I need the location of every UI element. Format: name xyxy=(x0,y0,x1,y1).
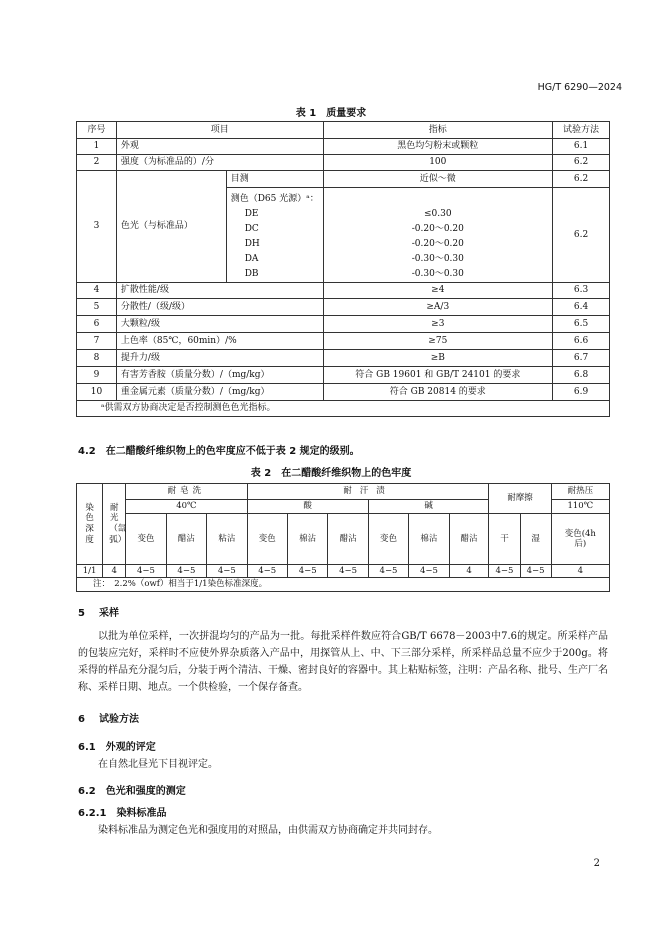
table-row xyxy=(77,350,610,367)
data-cell: 4−5 xyxy=(520,565,551,578)
table1-footnote: ᵃ供需双方协商决定是否控制测色色光指标。 xyxy=(77,401,610,417)
section-title: 外观的评定 xyxy=(105,742,156,753)
row-spec: ≥75 xyxy=(323,333,553,350)
table-row xyxy=(77,333,610,350)
row-no: 2 xyxy=(77,155,117,171)
table-row xyxy=(77,155,610,171)
instrument-spec-da: -0.30～0.30 xyxy=(411,254,464,264)
section-number: 6.1 xyxy=(78,742,96,753)
standard-code: HG/T 6290—2024 xyxy=(537,82,622,93)
section-number: 6 xyxy=(78,714,85,725)
sub-header-heat: 变色(4h 后) xyxy=(551,514,609,565)
instrument-item-de: DE xyxy=(244,209,259,219)
row-no: 8 xyxy=(77,350,117,367)
row-item: 外观 xyxy=(116,139,323,155)
row-item: 分散性/（级/级） xyxy=(116,299,323,316)
table-row xyxy=(77,171,610,188)
header-heat-temp: 110℃ xyxy=(551,500,609,514)
row-no: 3 xyxy=(77,171,117,283)
section-6-heading xyxy=(78,710,139,725)
row-no: 7 xyxy=(77,333,117,350)
section-number: 5 xyxy=(78,608,85,619)
instrument-spec-de: ≤0.30 xyxy=(424,209,452,219)
data-cell: 4−5 xyxy=(328,565,368,578)
sub-header: 湿 xyxy=(520,514,551,565)
color-fastness-table xyxy=(76,483,610,592)
table1-header-item: 项目 xyxy=(116,122,323,139)
row-method: 6.1 xyxy=(553,139,610,155)
section-5-paragraph: 以批为单位采样，一次拼混均匀的产品为一批。每批采样件数应符合GB/T 6678－2003中7.6的规定。所采样产品的包装应完好，采样时不应使外界杂质落入产品中，用探管从上、中、下三部分采样，所采样品总量不应少于200g。将采得的样品充分混匀后，分装于两个清洁、干燥、密封良好的容器中。其上粘贴标签，注明：产品名称、批号、生产厂名称、采样日期、地点。一个供检验，一个保存备查。 xyxy=(78,631,608,693)
row-spec: 100 xyxy=(323,155,553,171)
row-method: 6.9 xyxy=(553,384,610,401)
data-cell: 4−5 xyxy=(126,565,166,578)
sub-header: 变色 xyxy=(126,514,166,565)
row-item: 有害芳香胺（质量分数）/（mg/kg） xyxy=(116,367,323,384)
table1-caption: 表 1 质量要求 xyxy=(295,108,367,119)
sub-header: 醋沾 xyxy=(166,514,206,565)
row-spec: 符合 GB 19601 和 GB/T 24101 的要求 xyxy=(323,367,553,384)
instrument-label: 测色（D65 光源）ᵃ： xyxy=(230,194,319,204)
table-row xyxy=(77,316,610,333)
data-cell: 4−5 xyxy=(247,565,287,578)
row-no: 6 xyxy=(77,316,117,333)
data-cell: 4−5 xyxy=(207,565,247,578)
data-cell: 4 xyxy=(551,565,609,578)
sub-header: 棉沾 xyxy=(287,514,327,565)
header-light: 耐光（氙弧） xyxy=(103,484,126,565)
section-6-1-paragraph: 在自然北昼光下目视评定。 xyxy=(98,759,218,770)
header-alkali: 碱 xyxy=(368,500,489,514)
instrument-item-da: DA xyxy=(244,254,259,264)
row-method: 6.7 xyxy=(553,350,610,367)
section-title: 在二醋酸纤维织物上的色牢度应不低于表 2 规定的级别。 xyxy=(105,446,360,457)
table-row xyxy=(77,565,610,578)
data-cell: 4 xyxy=(103,565,126,578)
visual-method: 6.2 xyxy=(553,171,610,188)
table-row xyxy=(77,283,610,299)
sub-header: 干 xyxy=(489,514,520,565)
sub-header: 变色 xyxy=(247,514,287,565)
table-row xyxy=(77,299,610,316)
row-no: 10 xyxy=(77,384,117,401)
instrument-item-dc: DC xyxy=(244,224,259,234)
data-cell: 4 xyxy=(449,565,489,578)
row-spec: ≥A/3 xyxy=(323,299,553,316)
row-no: 9 xyxy=(77,367,117,384)
instrument-spec-dh: -0.20～0.20 xyxy=(411,239,464,249)
section-5-heading xyxy=(78,604,119,619)
row-item: 扩散性能/级 xyxy=(116,283,323,299)
sub-header: 棉沾 xyxy=(409,514,449,565)
data-cell: 1/1 xyxy=(77,565,103,578)
row-spec: ≥3 xyxy=(323,316,553,333)
header-rub: 耐摩擦 xyxy=(489,484,551,514)
row-item: 提升力/级 xyxy=(116,350,323,367)
row-spec: ≥4 xyxy=(323,283,553,299)
table2-note: 注： 2.2%（owf）相当于1/1染色标准深度。 xyxy=(77,578,610,592)
row-method: 6.4 xyxy=(553,299,610,316)
header-acid: 酸 xyxy=(247,500,368,514)
table1-header-method: 试验方法 xyxy=(553,122,610,139)
row-spec: 符合 GB 20814 的要求 xyxy=(323,384,553,401)
table-row xyxy=(77,384,610,401)
visual-spec: 近似～微 xyxy=(323,171,553,188)
header-wash: 耐皂洗 xyxy=(126,484,247,500)
data-cell: 4−5 xyxy=(409,565,449,578)
table1-header-no: 序号 xyxy=(77,122,117,139)
header-depth: 染色深度 xyxy=(77,484,103,565)
section-title: 试验方法 xyxy=(98,714,139,725)
row-item: 强度（为标准品的）/分 xyxy=(116,155,323,171)
section-title: 染料标准品 xyxy=(116,808,167,819)
section-number: 6.2.1 xyxy=(78,808,107,819)
row-no: 4 xyxy=(77,283,117,299)
section-6-2-1-paragraph: 染料标准品为测定色光和强度用的对照品，由供需双方协商确定并共同封存。 xyxy=(98,825,438,836)
section-6-2-1-heading xyxy=(78,804,166,819)
sub-header: 粘沾 xyxy=(207,514,247,565)
data-cell: 4−5 xyxy=(368,565,408,578)
row-item: 上色率（85℃，60min）/% xyxy=(116,333,323,350)
row-spec: 黑色均匀粉末或颗粒 xyxy=(323,139,553,155)
quality-requirements-table xyxy=(76,121,610,417)
section-number: 6.2 xyxy=(78,786,96,797)
row-no: 1 xyxy=(77,139,117,155)
row-method: 6.8 xyxy=(553,367,610,384)
table2-caption: 表 2 在二醋酸纤维织物上的色牢度 xyxy=(250,468,412,479)
row-method: 6.5 xyxy=(553,316,610,333)
row-method: 6.2 xyxy=(553,155,610,171)
sub-header: 醋沾 xyxy=(449,514,489,565)
data-cell: 4−5 xyxy=(489,565,520,578)
section-4-2-heading xyxy=(78,442,360,457)
instrument-item-dh: DH xyxy=(244,239,260,249)
visual-label: 目测 xyxy=(226,171,323,188)
table-row xyxy=(77,367,610,384)
header-sweat: 耐汗渍 xyxy=(247,484,489,500)
row-method: 6.6 xyxy=(553,333,610,350)
table-row xyxy=(77,139,610,155)
row-method: 6.3 xyxy=(553,283,610,299)
sub-header: 变色 xyxy=(368,514,408,565)
row-item: 大颗粒/级 xyxy=(116,316,323,333)
section-title: 采样 xyxy=(98,608,119,619)
section-6-1-heading xyxy=(78,738,156,753)
data-cell: 4−5 xyxy=(287,565,327,578)
data-cell: 4−5 xyxy=(166,565,206,578)
sub-header: 醋沾 xyxy=(328,514,368,565)
instrument-method: 6.2 xyxy=(553,188,610,283)
section-6-2-heading xyxy=(78,782,186,797)
row-no: 5 xyxy=(77,299,117,316)
page-number: 2 xyxy=(593,858,600,869)
section-number: 4.2 xyxy=(78,446,96,457)
header-wash-temp: 40℃ xyxy=(126,500,247,514)
row-item: 重金属元素（质量分数）/（mg/kg） xyxy=(116,384,323,401)
header-heat: 耐热压 xyxy=(551,484,609,500)
table1-header-spec: 指标 xyxy=(323,122,553,139)
instrument-spec-db: -0.30～0.30 xyxy=(411,269,464,279)
instrument-item-db: DB xyxy=(244,269,259,279)
row-spec: ≥B xyxy=(323,350,553,367)
instrument-spec-dc: -0.20～0.20 xyxy=(411,224,464,234)
section-title: 色光和强度的测定 xyxy=(105,786,186,797)
row-item: 色光（与标准品） xyxy=(116,171,226,283)
